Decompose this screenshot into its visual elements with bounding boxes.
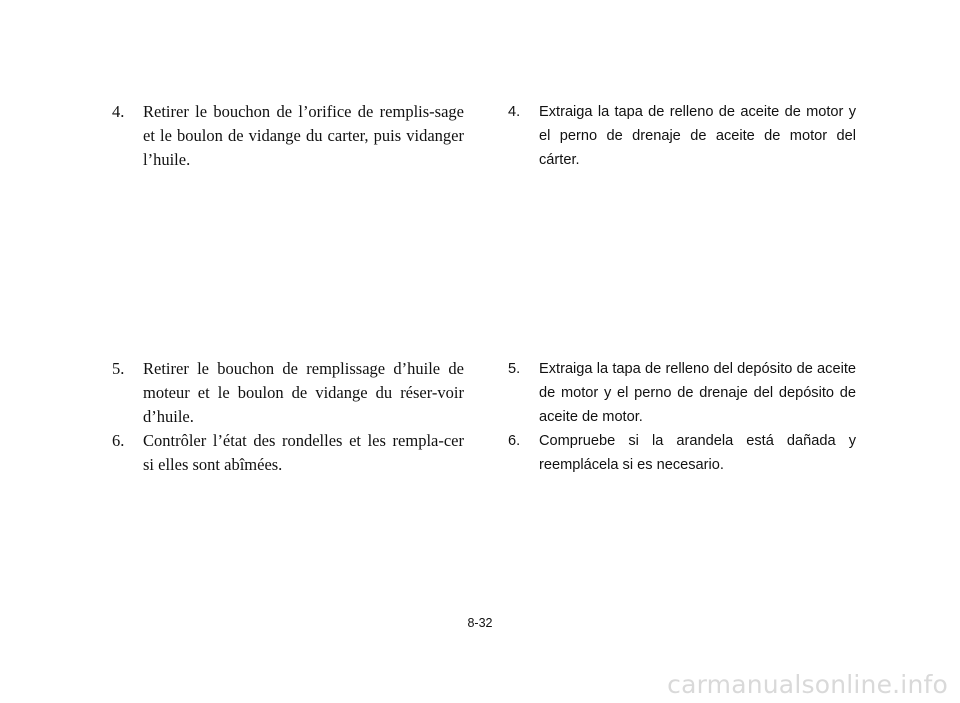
step-number: 4. [112,102,125,121]
step-text: Compruebe si la arandela está dañada y reemplácela si es necesario. [539,433,856,473]
step-number: 5. [112,359,125,378]
spanish-step-4 [508,100,856,172]
french-step-5 [112,357,464,429]
step-number: 5. [508,361,521,377]
french-steps-top [112,100,464,172]
step-text: Retirer le bouchon de remplissage d’huile de moteur et le boulon de vidange du réser-voir d’huile. [143,359,464,426]
spanish-steps-top [508,100,856,172]
step-number: 6. [508,433,521,449]
french-step-6 [112,429,464,477]
step-text: Retirer le bouchon de l’orifice de remplis-sage et le boulon de vidange du carter, puis vidanger l’huile. [143,102,464,169]
spanish-step-5 [508,357,856,429]
spanish-step-6 [508,429,856,477]
step-text: Extraiga la tapa de relleno de aceite de motor y el perno de drenaje de aceite de motor del cárter. [539,104,856,168]
step-number: 4. [508,104,521,120]
step-text: Contrôler l’état des rondelles et les rempla-cer si elles sont abîmées. [143,431,464,474]
step-text: Extraiga la tapa de relleno del depósito de aceite de motor y el perno de drenaje del depósito de aceite de motor. [539,361,856,425]
french-step-4 [112,100,464,172]
spanish-steps-bottom [508,357,856,477]
watermark: carmanualsonline.info [667,670,948,699]
step-number: 6. [112,431,125,450]
french-steps-bottom [112,357,464,477]
page-number: 8-32 [467,616,493,630]
